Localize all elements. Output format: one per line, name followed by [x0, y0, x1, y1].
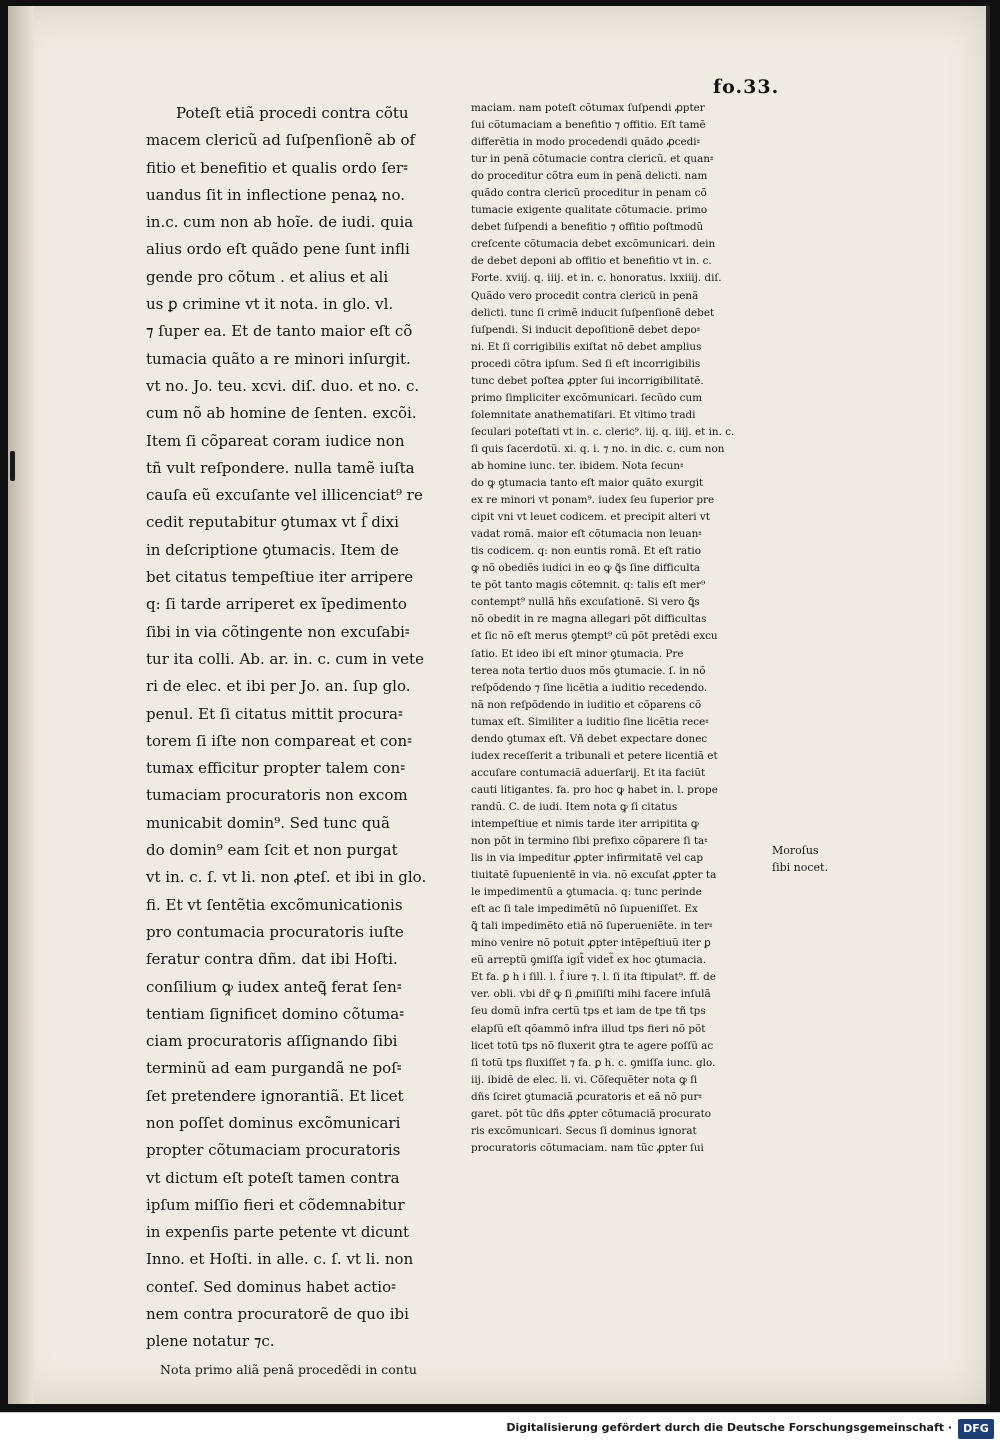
- text-line: lis in via impeditur ꝓpter infirmitatẽ vel cap: [471, 852, 704, 865]
- text-line: ⁊ ſuper ea. Et de tanto maior eſt cõ: [146, 322, 413, 341]
- gutter-mark: [10, 451, 15, 481]
- folio-number: fo.33.: [713, 76, 780, 98]
- text-line: in deſcriptione ꝯtumacis. Item de: [146, 540, 399, 559]
- right-text-column: [471, 100, 734, 1157]
- text-line: ſeculari poteſtati vt in. c. cleric⁹. iij. q. iiij. et in. c.: [471, 425, 735, 438]
- text-line: Forte. xviij. q. iiij. et in. c. honoratus. lxxiiij. diſ.: [471, 272, 722, 285]
- text-line: alius ordo eſt quãdo pene ſunt infli: [146, 240, 410, 259]
- text-line: tentiam ſignificet domino cõtuma⹀: [146, 1004, 404, 1023]
- binding-gutter: [8, 6, 34, 1404]
- dfg-logo: DFG: [958, 1419, 994, 1439]
- text-line: tumacie exigente qualitate cõtumacie. primo: [471, 204, 708, 217]
- text-line: maciam. nam poteſt cõtumax ſuſpendi ꝓpter: [471, 102, 705, 114]
- text-line: nõ obedit in re magna allegari põt difficultas: [471, 613, 707, 626]
- text-line: vt in. c. ſ. vt li. non ꝓteſ. et ibi in glo.: [146, 868, 427, 887]
- text-line: cedit reputabitur ꝯtumax vt ſ̃ dixi: [146, 513, 399, 532]
- text-line: dendo ꝯtumax eſt. Vñ debet expectare donec: [471, 732, 708, 745]
- text-line: tur in penã cõtumacie contra clericũ. et quan⹀: [471, 153, 714, 166]
- text-line: ri de elec. et ibi per Jo. an. ſup glo.: [146, 677, 411, 696]
- text-line: garet. põt tũc dñs ꝓpter cõtumaciã procurato: [471, 1107, 711, 1120]
- text-line: ab homine iunc. ter. ibidem. Nota ſecun⹀: [471, 459, 684, 472]
- text-line: fitio et benefitio et qualis ordo ſer⹀: [146, 158, 408, 177]
- text-line: conteſ. Sed dominus habet actio⹀: [146, 1277, 396, 1296]
- text-line: ſuſpendi. Si inducit depoſitionẽ debet depo⹀: [471, 323, 701, 336]
- marginal-line: ſibi nocet.: [772, 861, 828, 874]
- text-line: tumax eſt. Similiter a iuditio ſine licẽtia rece⹀: [471, 715, 709, 728]
- text-line: tumacia quãto a re minori inſurgit.: [146, 349, 411, 368]
- text-line: mino venire nõ potuit ꝓpter intẽpeſtiuũ iter ꝑ: [471, 937, 711, 950]
- text-line: terea nota tertio duos mõs ꝯtumacie. ſ. in nõ: [471, 664, 706, 677]
- text-line: iudex receſſerit a tribunali et petere licentiã et: [471, 749, 718, 762]
- text-line: tiuitatẽ ſupuenientẽ in via. nõ excuſat ꝓpter ta: [471, 869, 717, 882]
- text-line: ſi totũ tps fluxiſſet ⁊ fa. ꝑ h. c. ꝯmiſſa iunc. glo.: [471, 1056, 716, 1069]
- text-line: ſibi in via cõtingente non excuſabi⹀: [146, 622, 410, 641]
- text-line: ver. obli. vbi dr̃ ꝙ ſi ꝓmiſiſti mihi facere inſulã: [471, 988, 711, 1001]
- text-line: Inno. et Hoſti. in alle. c. ſ. vt li. non: [146, 1250, 414, 1269]
- text-line: tis codicem. q: non euntis romã. Et eſt ratio: [471, 545, 702, 558]
- page-edge: [986, 6, 990, 1404]
- text-line: uandus ſit in inflectione penaꝝ no.: [146, 185, 405, 204]
- left-text-column: [146, 100, 426, 1383]
- text-line: contempt⁹ nullã hñs excuſationẽ. Si vero ꝗ̃s: [471, 596, 700, 609]
- text-line: ſui cõtumaciam a benefitio ⁊ offitio. Eſt tamẽ: [471, 119, 706, 132]
- text-line: ris excõmunicari. Secus ſi dominus ignorat: [471, 1124, 697, 1137]
- text-line: ſolemnitate anathematiſari. Et vltimo tradi: [471, 408, 696, 421]
- text-line: differẽtia in modo procedendi quãdo ꝓcedi⹀: [471, 136, 700, 149]
- text-line: nã non reſpõdendo in iuditio et cõparens cõ: [471, 698, 702, 711]
- text-line: q: ſi tarde arriperet ex ĩpedimento: [146, 595, 407, 614]
- text-line: pro contumacia procuratoris iuſte: [146, 922, 404, 941]
- text-line: accuſare contumaciã aduerſarij. Et ita faciũt: [471, 766, 706, 779]
- text-line: debet ſuſpendi a benefitio ⁊ offitio poſtmodũ: [471, 221, 704, 234]
- text-line: tñ vult reſpondere. nulla tamẽ iuſta: [146, 458, 415, 477]
- text-line: ipſum miſſio fieri et cõdemnabitur: [146, 1195, 405, 1214]
- text-line: nem contra procuratorẽ de quo ibi: [146, 1305, 409, 1324]
- text-line: penul. Et ſi citatus mittit procura⹀: [146, 704, 403, 723]
- text-line: Et fa. ꝑ h i ſill. l. ſ̃ iure ⁊. l. ſi ita ſtipulat⁹. ff. de: [471, 971, 716, 984]
- text-line: vt no. Jo. teu. xcvi. diſ. duo. et no. c.: [146, 376, 420, 395]
- text-line: cauſa eũ excuſante vel illicenciat⁹ re: [146, 486, 423, 505]
- text-line: non põt in termino ſibi prefixo cõparere ſi ta⹀: [471, 835, 708, 848]
- text-line: quãdo contra clericũ proceditur in penam cõ: [471, 187, 707, 200]
- text-line: ciam procuratoris aſſignando ſibi: [146, 1032, 398, 1051]
- text-line: propter cõtumaciam procuratoris: [146, 1141, 401, 1160]
- text-line: cipit vni vt leuet codicem. et precipit alteri vt: [471, 511, 710, 524]
- text-line: de debet deponi ab offitio et benefitio vt in. c.: [471, 255, 712, 268]
- text-line: delicti. tunc ſi crimẽ inducit ſuſpenſionẽ debet: [471, 306, 715, 319]
- text-line: in expenſis parte petente vt dicunt: [146, 1223, 410, 1242]
- text-line: vt dictum eſt poteſt tamen contra: [146, 1168, 400, 1187]
- text-line: tur ita colli. Ab. ar. in. c. cum in vete: [146, 649, 424, 668]
- text-line: Quãdo vero procedit contra clericũ in penã: [471, 289, 699, 302]
- text-line: ex re minori vt ponam⁹. iudex ſeu ſuperior pre: [471, 494, 715, 507]
- text-line: do domin⁹ eam ſcit et non purgat: [146, 841, 398, 860]
- text-line: ſi quis ſacerdotũ. xi. q. i. ⁊ no. in dic. c. cum non: [471, 442, 725, 455]
- text-line: le impedimentũ a ꝯtumacia. q: tunc perinde: [471, 886, 702, 899]
- text-line: in.c. cum non ab hoĩe. de iudi. quia: [146, 213, 414, 232]
- text-line: bet citatus tempeſtiue iter arripere: [146, 568, 414, 587]
- text-line: gende pro cõtum . et alius et ali: [146, 267, 389, 286]
- text-line: et ſic nõ eſt merus ꝯtempt⁹ cũ põt pretẽdi excu: [471, 630, 718, 643]
- text-line: do proceditur cõtra eum in penã delicti. nam: [471, 170, 708, 183]
- text-line: cauti litigantes. fa. pro hoc ꝙ habet in. l. prope: [471, 783, 718, 796]
- text-line: eũ arreptũ ꝯmiſſa igit̃ videt̃ ex hoc ꝯtumacia.: [471, 954, 706, 967]
- text-line: tumax efficitur propter talem con⹀: [146, 759, 405, 778]
- funding-credit: Digitalisierung gefördert durch die Deutsche Forschungsgemeinschaft ·: [506, 1421, 952, 1434]
- text-line: Poteſt etiã procedi contra cõtu: [176, 104, 409, 122]
- text-line: ſatio. Et ideo ibi eſt minor ꝯtumacia. Pre: [471, 647, 684, 660]
- text-line: cum nõ ab homine de ſenten. excõi.: [146, 404, 417, 423]
- text-line: ſeu domũ infra certũ tps et iam de tpe tñ tps: [471, 1005, 706, 1018]
- text-line: municabit domin⁹. Sed tunc quã: [146, 813, 390, 832]
- text-line: randũ. C. de iudi. Item nota ꝙ ſi citatus: [471, 800, 678, 813]
- text-line: macem clericũ ad ſuſpenſionẽ ab of: [146, 131, 416, 150]
- footer-bar: [0, 1412, 1000, 1444]
- text-line: ꝙ nõ obediẽs iudici in eo ꝙ ꝗ̃s ſine difficulta: [471, 562, 700, 575]
- text-line: us ꝑ crimine vt it nota. in glo. vl.: [146, 295, 394, 314]
- text-line: iij. ibidẽ de elec. li. vi. Cõſequẽter nota ꝙ ſi: [471, 1073, 698, 1086]
- text-line: Item ſi cõpareat coram iudice non: [146, 431, 405, 450]
- text-line: creſcente cõtumacia debet excõmunicari. dein: [471, 238, 716, 251]
- text-line: fi. Et vt ſentẽtia excõmunicationis: [146, 895, 403, 914]
- text-line: dñs ſciret ꝯtumaciã ꝓcuratoris et eã nõ pur⹀: [471, 1090, 702, 1103]
- text-line: procedi cõtra ipſum. Sed ſi eſt incorrigibilis: [471, 357, 701, 370]
- text-line: tumaciam procuratoris non excom: [146, 786, 408, 805]
- text-line: torem ſi iſte non compareat et con⹀: [146, 731, 412, 750]
- text-line: plene notatur ⁊c.: [146, 1332, 275, 1351]
- text-line: primo ſimpliciter excõmunicari. ſecũdo cum: [471, 391, 703, 404]
- text-line: elapſũ eſt qõammõ infra illud tps fieri nõ põt: [471, 1022, 706, 1035]
- text-line: reſpõdendo ⁊ ſine licẽtia a iuditio recedendo.: [471, 681, 708, 694]
- text-line: Nota primo aliã penã procedẽdi in contu: [160, 1361, 417, 1377]
- text-line: ꝗ̃ tali impedimẽto etiã nõ ſuperueniẽte. in ter⹀: [471, 920, 713, 933]
- text-line: intempeſtiue et nimis tarde iter arripitita ꝙ: [471, 817, 699, 830]
- text-line: licet totũ tps nõ fluxerit ꝯtra te agere poſſũ ac: [471, 1039, 714, 1052]
- text-line: terminũ ad eam purgandã ne poſ⹀: [146, 1059, 402, 1078]
- text-line: non poſſet dominus excõmunicari: [146, 1113, 401, 1132]
- text-line: eſt ac ſi tale impedimẽtũ nõ ſupueniſſet. Ex: [471, 903, 698, 916]
- text-line: vadat romã. maior eſt cõtumacia non leuan⹀: [471, 528, 702, 541]
- text-line: te põt tanto magis cõtemnit. q: talis eſt mer⁹: [471, 579, 706, 592]
- text-line: feratur contra dñm. dat ibi Hoſti.: [146, 950, 398, 969]
- marginal-line: Moroſus: [772, 844, 819, 857]
- text-line: ni. Et ſi corrigibilis exiſtat nõ debet amplius: [471, 340, 702, 353]
- marginal-gloss: [772, 842, 828, 876]
- text-line: do ꝙ ꝯtumacia tanto eſt maior quãto exurgit: [471, 477, 704, 490]
- text-line: ſet pretendere ignorantiã. Et licet: [146, 1086, 404, 1105]
- text-line: tunc debet poſtea ꝓpter ſui incorrigibilitatẽ.: [471, 374, 704, 387]
- incunable-leaf: [8, 6, 990, 1404]
- text-line: procuratoris cõtumaciam. nam tũc ꝓpter ſui: [471, 1141, 704, 1154]
- text-line: conſilium ꝙ iudex anteꝗ̃ ferat ſen⹀: [146, 977, 402, 996]
